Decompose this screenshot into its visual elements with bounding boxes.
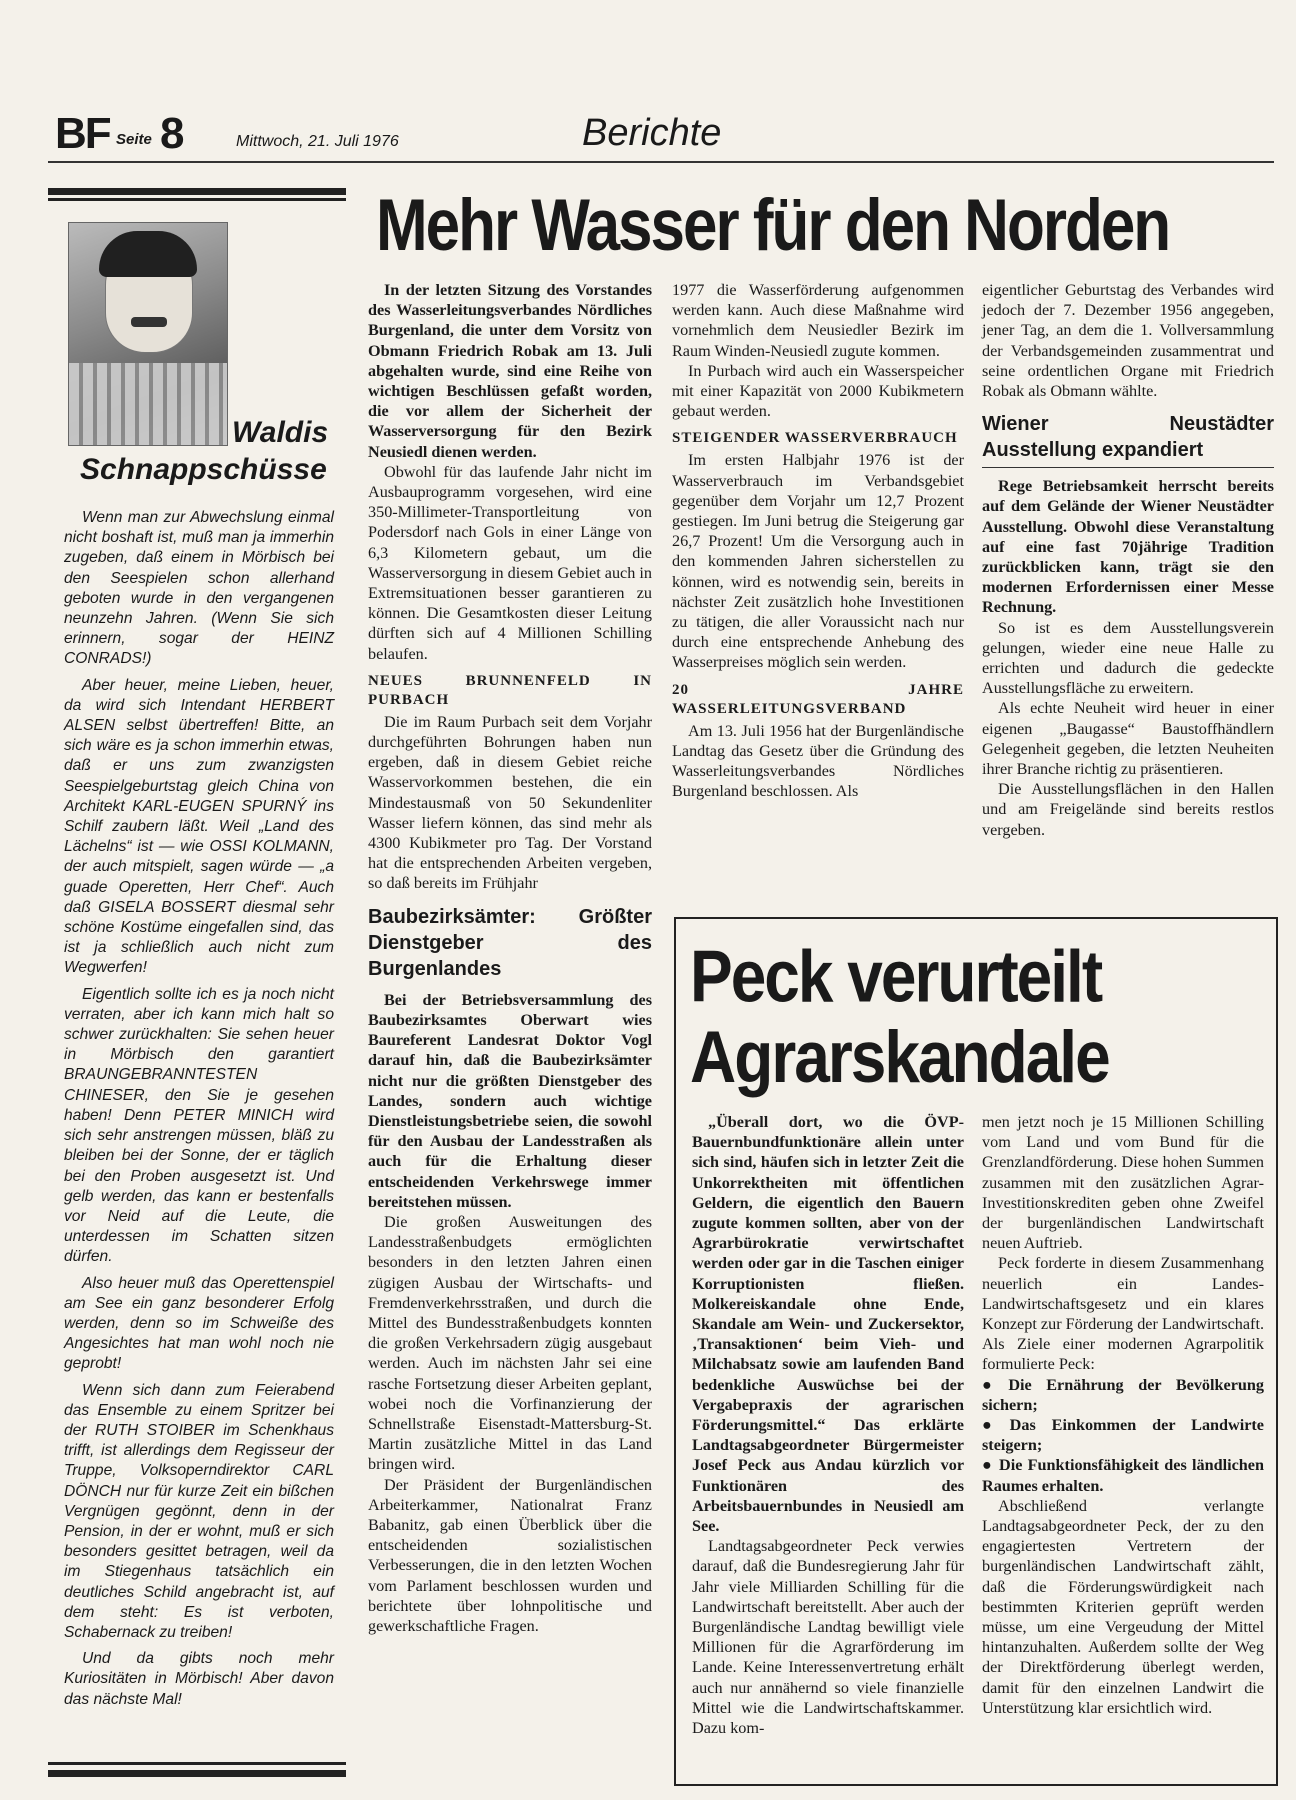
section-title: Berichte (582, 112, 722, 154)
article4-paragraph: Landtagsabgeordneter Peck verwies darauf, daß die Bundesregierung Jahr für Jahr viele Milliarden Schilling für die Landwirtschaft bereitstellt. Aber auch der Burgenländische Landtag bewilligt viele Millionen für die Agrarförderung im Lande. Keine Interessenvertretung erhält auch nur annähernd so viele finanzielle Mittel wie die Landwirtschaftskammer. Dazu kom- (692, 1537, 964, 1738)
column-paragraph: Und da gibts noch mehr Kuriositäten in Mörbisch! Aber davon das nächste Mal! (64, 1650, 334, 1708)
article2-headline: Wiener Neustädter Ausstellung expandiert (982, 411, 1274, 468)
column-paragraph: Also heuer muß das Operettenspiel am See ein ganz besonderer Erfolg werden, denn so im Schweiße des Angesichtes hat man wohl noch nie geprobt! (64, 1274, 334, 1373)
article2-paragraph: So ist es dem Ausstellungsverein gelungen, wieder eine neue Halle zu errichten und dadurch die gedeckte Ausstellungsfläche zu erweitern. (982, 618, 1274, 698)
article3-headline: Baubezirksämter: Größter Dienstgeber des Burgenlandes (368, 905, 652, 980)
article3-paragraph: Die großen Ausweitungen des Landesstraßenbudgets ermöglichten besonders in den letzten Jahren einen zügigen Ausbau der Wirtschafts- und Fremdenverkehrsstraßen, und durch die Mittel des Bundesstraßenbudgets konnten die großen Verkehrsadern zügig ausgebaut werden. Auch im nächsten Jahr sei eine rasche Fortsetzung dieser Arbeiten geplant, wobei noch die Vorfinanzierung der Schnellstraße Eisenstadt-Mattersburg-St. Martin zusätzliche Mittel in das Land bringen wird. (368, 1212, 652, 1474)
article4-bullet: ● Die Ernährung der Bevölkerung sichern; (982, 1375, 1264, 1415)
main-headline: Mehr Wasser für den Norden (376, 185, 1170, 267)
column-title-line1: Waldis (232, 416, 329, 449)
sidebar-top-bar-thin (48, 198, 346, 201)
newspaper-logo: BF (55, 109, 110, 158)
article4-paragraph: Peck forderte in diesem Zusammenhang neuerlich ein Landes-Landwirtschaftsgesetz und ein klares Konzept zur Förderung der Landwirtschaft. Als Ziele einer modernen Agrarpolitik formulierte Peck: (982, 1254, 1264, 1374)
peck-column-1 (692, 1112, 964, 1738)
page-number: 8 (160, 109, 185, 158)
article1-subhead: NEUES BRUNNENFELD IN PURBACH (368, 672, 652, 708)
article2-paragraph: Die Ausstellungsflächen in den Hallen und am Freigelände sind bereits restlos vergeben. (982, 780, 1274, 839)
article1-paragraph: In Purbach wird auch ein Wasserspeicher mit einer Kapazität von 2000 Kubikmetern gebaut werden. (672, 361, 964, 421)
column-paragraph: Aber heuer, meine Lieben, heuer, da wird sich Intendant HERBERT ALSEN selbst übertreffen! Bitte, an sich wäre es ja schon immerhin etwas, daß er uns zum zwanzigsten Seespielgeburtstag gleich China von Architekt KARL-EUGEN SPURNÝ ins Schilf zaubern läßt. Weil „Land des Lächelns“ ist — wie OSSI KOLMANN, der auch mitspielt, sagen würde — „a guade Operetten, Herr Chef“. Auch daß GISELA BOSSERT diesmal sehr schöne Kostüme eingefallen sind, das ist ja schließlich auch nicht zum Wegwerfen! (64, 676, 334, 977)
column-paragraph: Wenn man zur Abwechslung einmal nicht boshaft ist, muß man ja immerhin zugeben, daß einem in Mörbisch bei den Seespielen schon allerhand geboten wurde in den vergangenen neunzehn Jahren. (Wenn Sie sich erinnern, sogar der HEINZ CONRADS!) (64, 509, 334, 668)
article1-lead: In der letzten Sitzung des Vorstandes des Wasserleitungsverbandes Nördliches Burgenland, die unter dem Vorsitz von Obmann Friedrich Robak am 13. Juli abgehalten wurde, sind eine Reihe von wichtigen Beschlüssen gefaßt worden, die vor allem der Sicherheit der Wasserversorgung für den Bezirk Neusiedl dienen werden. (368, 281, 652, 461)
article1-paragraph: Die im Raum Purbach seit dem Vorjahr durchgeführten Bohrungen haben nun ergeben, daß in diesem Gebiet reiche Wasservorkommen bestehen, die ein Mindestausmaß von 50 Sekundenliter Wasser liefern können, das sind mehr als 4300 Kubikmeter pro Tag. Der Vorstand hat die entsprechenden Arbeiten vergeben, so daß bereits im Frühjahr (368, 712, 652, 893)
page-label: Seite (116, 131, 152, 148)
article1-paragraph: Obwohl für das laufende Jahr nicht im Ausbauprogramm vorgesehen, wird eine 350-Millimeter-Transportleitung von Podersdorf nach Gols in einer Länge von 6,3 Kilometern gebaut, um die Wasserversorgung in diesem Gebiet auch in Extremsituationen besser garantieren zu können. Die Gesamtkosten dieser Leitung dürften sich auf 4 Millionen Schilling belaufen. (368, 462, 652, 663)
article4-bullet: ● Die Funktionsfähigkeit des ländlichen Raumes erhalten. (982, 1455, 1264, 1495)
article1-paragraph: eigentlicher Geburtstag des Verbandes wird jedoch der 7. Dezember 1956 angegeben, jener Tag, an dem die 1. Vollversammlung der Verbandsgemeinden zusammentrat und seine ordentlichen Organe mit Friedrich Robak als Obmann wählte. (982, 281, 1274, 401)
article3-lead: Bei der Betriebsversammlung des Baubezirksamtes Oberwart wies Baureferent Landesrat Doktor Vogl darauf hin, daß die Baubezirksämter nicht nur die größten Dienstgeber des Landes, sondern auch wichtige Dienstleistungsbetriebe seien, die sowohl für den Ausbau der Landesstraßen als auch für die Erhaltung dieser entscheidenden Verkehrswege immer bereitstehen müssen. (368, 990, 652, 1211)
columnist-photo (68, 222, 228, 446)
column-body (64, 508, 334, 1716)
article1-subhead: STEIGENDER WASSERVERBRAUCH (672, 430, 958, 447)
sidebar-bottom-bar (48, 1770, 346, 1777)
peck-column-2 (982, 1112, 1264, 1718)
article4-paragraph: Abschließend verlangte Landtagsabgeordneter Peck, der zu den engagiertesten Vertretern der burgenländischen Landwirtschaft zählt, daß die Förderungswürdigkeit nach bestimmten Kriterien geprüft werden müsse, um eine Vergeudung der Mittel hintanzuhalten. Außerdem sollte der Weg der Direktförderung überlegt werden, damit für den einzelnen Landwirt die Unterstützung klar ersichtlich wird. (982, 1496, 1264, 1717)
article3-paragraph: Der Präsident der Burgenländischen Arbeiterkammer, Nationalrat Franz Babanitz, gab einen Überblick über die entscheidenden sozialistischen Verbesserungen, die in den letzten Wochen vom Parlament beschlossen wurden und berichtete über lohnpolitische und gewerkschaftliche Fragen. (368, 1475, 652, 1635)
sidebar-top-bar (48, 188, 346, 195)
article1-paragraph: Am 13. Juli 1956 hat der Burgenländische Landtag das Gesetz über die Gründung des Wasserleitungsverbandes Nördliches Burgenland beschlossen. Als (672, 721, 964, 801)
article2-paragraph: Als echte Neuheit wird heuer in einer eigenen „Baugasse“ Baustoffhändlern Gelegenheit gegeben, die letzten Neuheiten ihrer Branche richtig zu präsentieren. (982, 699, 1274, 779)
text-column-3 (982, 280, 1274, 840)
article4-paragraph: men jetzt noch je 15 Millionen Schilling vom Land und vom Bund für die Grenzlandförderung. Diese hohen Summen zusammen mit den zusätzlichen Agrar-Investitionskrediten geben ohne Zweifel der burgenländischen Landwirtschaft neuen Auftrieb. (982, 1113, 1264, 1253)
peck-headline: Peck verurteilt Agrarskandale (690, 934, 1109, 1099)
sidebar-bottom-bar-thin (48, 1762, 346, 1765)
column-title-line2: Schnappschüsse (80, 453, 327, 486)
article1-subhead: 20 JAHRE WASSERLEITUNGSVERBAND (672, 681, 964, 717)
text-column-1 (368, 280, 652, 1636)
article1-paragraph: Im ersten Halbjahr 1976 ist der Wasserverbrauch im Verbandsgebiet gegenüber dem Vorjahr um 12,7 Prozent gestiegen. Im Juni betrug die Steigerung gar 26,7 Prozent! Um die Versorgung auch in den kommenden Jahren sicherstellen zu können, wird es notwendig sein, bereits in nächster Zeit zusätzlich hohe Investitionen zu tätigen, die aller Voraussicht nach nur durch eine entsprechende Anhebung des Wasserpreises möglich sein werden. (672, 451, 964, 672)
header-rule (48, 161, 1274, 163)
column-paragraph: Eigentlich sollte ich es ja noch nicht verraten, aber ich kann mich halt so schwer zurückhalten: Sie sehen heuer in Mörbisch den garantiert BRAUNGEBRANNTESTEN CHINESER, den Sie je gesehen haben! Denn PETER MINICH wird sich sehr anstrengen müssen, bläß zu bleiben bei der Sonne, der er täglich bei den Proben ausgesetzt ist. Und gelb werden, das kann er bestenfalls vor Neid auf die Leute, die unterdessen im Schatten sitzen dürfen. (64, 985, 334, 1266)
article4-lead: „Überall dort, wo die ÖVP-Bauernbundfunktionäre allein unter sich sind, häufen sich in letzter Zeit die Unkorrektheiten mit öffentlichen Geldern, die eigentlich den Bauern zugute kommen sollten, aber von der Agrarbürokratie verwirtschaftet werden oder gar in die Taschen einiger Korruptionisten fließen. Molkereiskandale ohne Ende, Skandale am Wein- und Zuckersektor, ‚Transaktionen‘ beim Vieh- und Milchabsatz sowie am laufenden Band bedenkliche Auswüchse bei der Vergabepraxis der agrarischen Förderungsmittel.“ Das erklärte Landtagsabgeordneter Bürgermeister Josef Peck aus Andau kürzlich vor Funktionären des Arbeitsbauernbundes in Neusiedl am See. (692, 1113, 964, 1536)
text-column-2 (672, 280, 964, 801)
issue-date: Mittwoch, 21. Juli 1976 (236, 133, 399, 150)
article4-bullet: ● Das Einkommen der Landwirte steigern; (982, 1415, 1264, 1455)
article1-paragraph: 1977 die Wasserförderung aufgenommen werden kann. Auch diese Maßnahme wird vornehmlich dem Neusiedler Bezirk im Raum Winden-Neusiedl zugute kommen. (672, 281, 964, 360)
article2-lead: Rege Betriebsamkeit herrscht bereits auf dem Gelände der Wiener Neustädter Ausstellung. Obwohl diese Veranstaltung auf eine fast 70jährige Tradition zurückblicken kann, trägt sie den modernen Erfordernissen einer Messe Rechnung. (982, 477, 1274, 617)
column-paragraph: Wenn sich dann zum Feierabend das Ensemble zu einem Spritzer bei der RUTH STOIBER im Schenkhaus trifft, ist allerdings dem Regisseur der Truppe, Volksoperndirektor CARL DÖNCH nur für kurze Zeit ein bißchen Vergnügen gegönnt, denn in der Pension, in der er wohnt, muß er sich besonders gesittet betragen, weil da im Stiegenhaus tatsächlich ein deutliches Schild angebracht ist, auf dem steht: Es ist verboten, Schabernack zu treiben! (64, 1381, 334, 1641)
